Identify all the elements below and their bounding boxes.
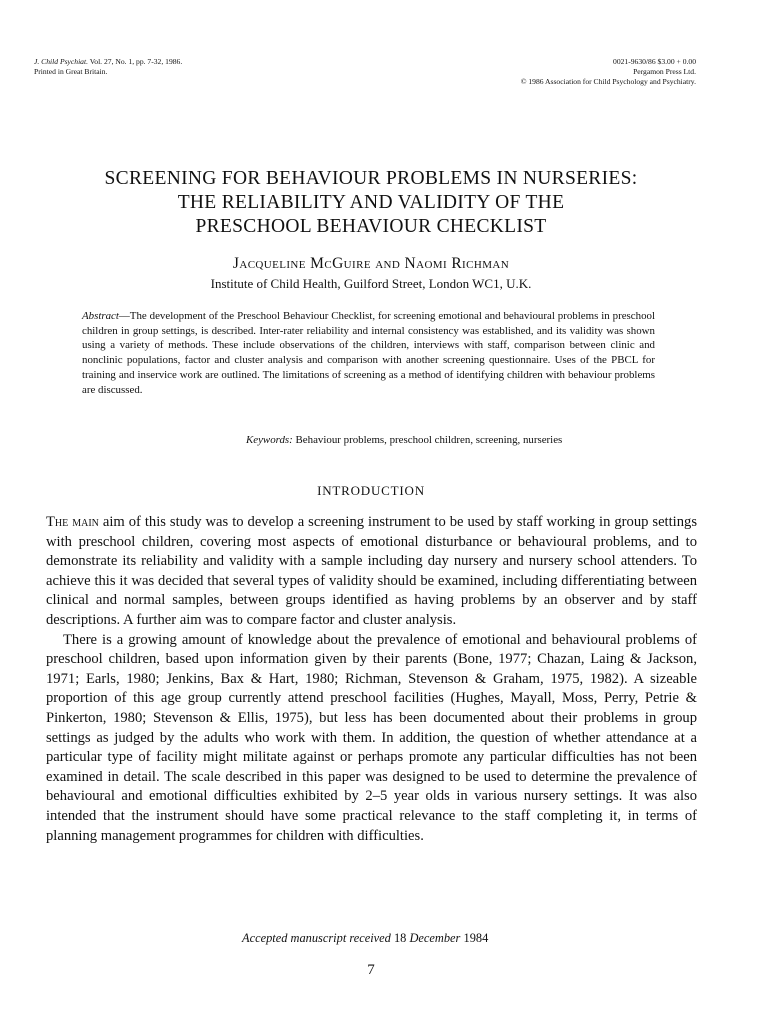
keywords-text: Behaviour problems, preschool children, screening, nurseries <box>295 434 563 446</box>
paragraph: There is a growing amount of knowledge about the prevalence of emotional and behavioural problems of preschool children, based upon information given by their parents (Bone, 1977; Chazan, Laing & Jackson, 1971; Earls, 1980; Jenkins, Bax & Hart, 1980; Richman, Stevenson & Graham, 1975, 1982). A sizeable proportion of this age group currently attend preschool facilities (Hughes, Mayall, Moss, Perry, Petrie & Pinkerton, 1980; Stevenson & Ellis, 1975), but less has been documented about their problems in group settings as judged by the adults who work with them. In addition, the question of whether attendance at a particular type of facility might militate against or perhaps promote any particular difficulties has not been examined in detail. The scale described in this paper was designed to be used to determine the prevalence of behavioural and emotional difficulties exhibited by 2–5 year olds in various nursery settings. It was also intended that the instrument should have some practical relevance to the staff completing it, in terms of planning management programmes for children with difficulties. <box>46 631 697 844</box>
keywords <box>246 434 562 446</box>
journal-citation: Vol. 27, No. 1, pp. 7-32, 1986. <box>89 57 183 66</box>
lead-in-words: The main <box>46 514 99 530</box>
paper-title <box>0 167 742 239</box>
copyright-note: © 1986 Association for Child Psychology and Psychiatry. <box>520 77 696 86</box>
title-line-2: THE RELIABILITY AND VALIDITY OF THE <box>177 192 565 213</box>
issn-price: 0021-9630/86 $3.00 + 0.00 <box>613 57 696 66</box>
accepted-year: 1984 <box>463 931 489 945</box>
accepted-month: December <box>409 931 461 945</box>
publisher: Pergamon Press Ltd. <box>633 67 696 76</box>
accepted-label: Accepted manuscript received <box>242 931 391 945</box>
journal-name: J. Child Psychiat. <box>34 57 88 66</box>
abstract <box>82 309 655 397</box>
journal-header-right <box>521 57 696 87</box>
accepted-day: 18 <box>393 931 407 945</box>
keywords-label: Keywords: <box>246 434 293 446</box>
author-affiliation: Institute of Child Health, Guilford Street, London WC1, U.K. <box>210 276 532 291</box>
author-names: Jacqueline McGuire and Naomi Richman <box>232 255 510 272</box>
paragraph-text: aim of this study was to develop a screening instrument to be used by staff working in group settings with preschool children, covering most aspects of emotional disturbance or behavioural problems, and to demonstrate its reliability and validity with a sample including day nursery and nursery school attenders. To achieve this it was decided that several types of validity should be examined, including differentiating between clinical and normal samples, between groups identified as having problems by an observer and by staff descriptions. A further aim was to compare factor and cluster analysis. <box>46 514 697 628</box>
accepted-note <box>242 931 488 946</box>
page-number: 7 <box>367 962 375 978</box>
journal-header-left <box>34 57 182 77</box>
introduction-body <box>46 513 697 846</box>
title-line-3: PRESCHOOL BEHAVIOUR CHECKLIST <box>195 216 547 237</box>
abstract-text: —The development of the Preschool Behaviour Checklist, for screening emotional and behavioural problems in preschool children in group settings, is described. Inter-rater reliability and internal consistency was established, and its validity was shown using a variety of methods. These include observations of the children, interviews with staff, comparison between clinic and nonclinic populations, factor and cluster analysis and comparison with another screening questionnaire. Uses of the PBCL for training and inservice work are outlined. The limitations of screening as a method of identifying children with behaviour problems are discussed. <box>82 310 655 396</box>
section-heading-introduction: INTRODUCTION <box>317 483 425 498</box>
abstract-label: Abstract <box>82 310 119 322</box>
paragraph <box>46 513 697 631</box>
printed-note: Printed in Great Britain. <box>34 67 108 76</box>
title-line-1: SCREENING FOR BEHAVIOUR PROBLEMS IN NURSERIES: <box>104 168 638 189</box>
